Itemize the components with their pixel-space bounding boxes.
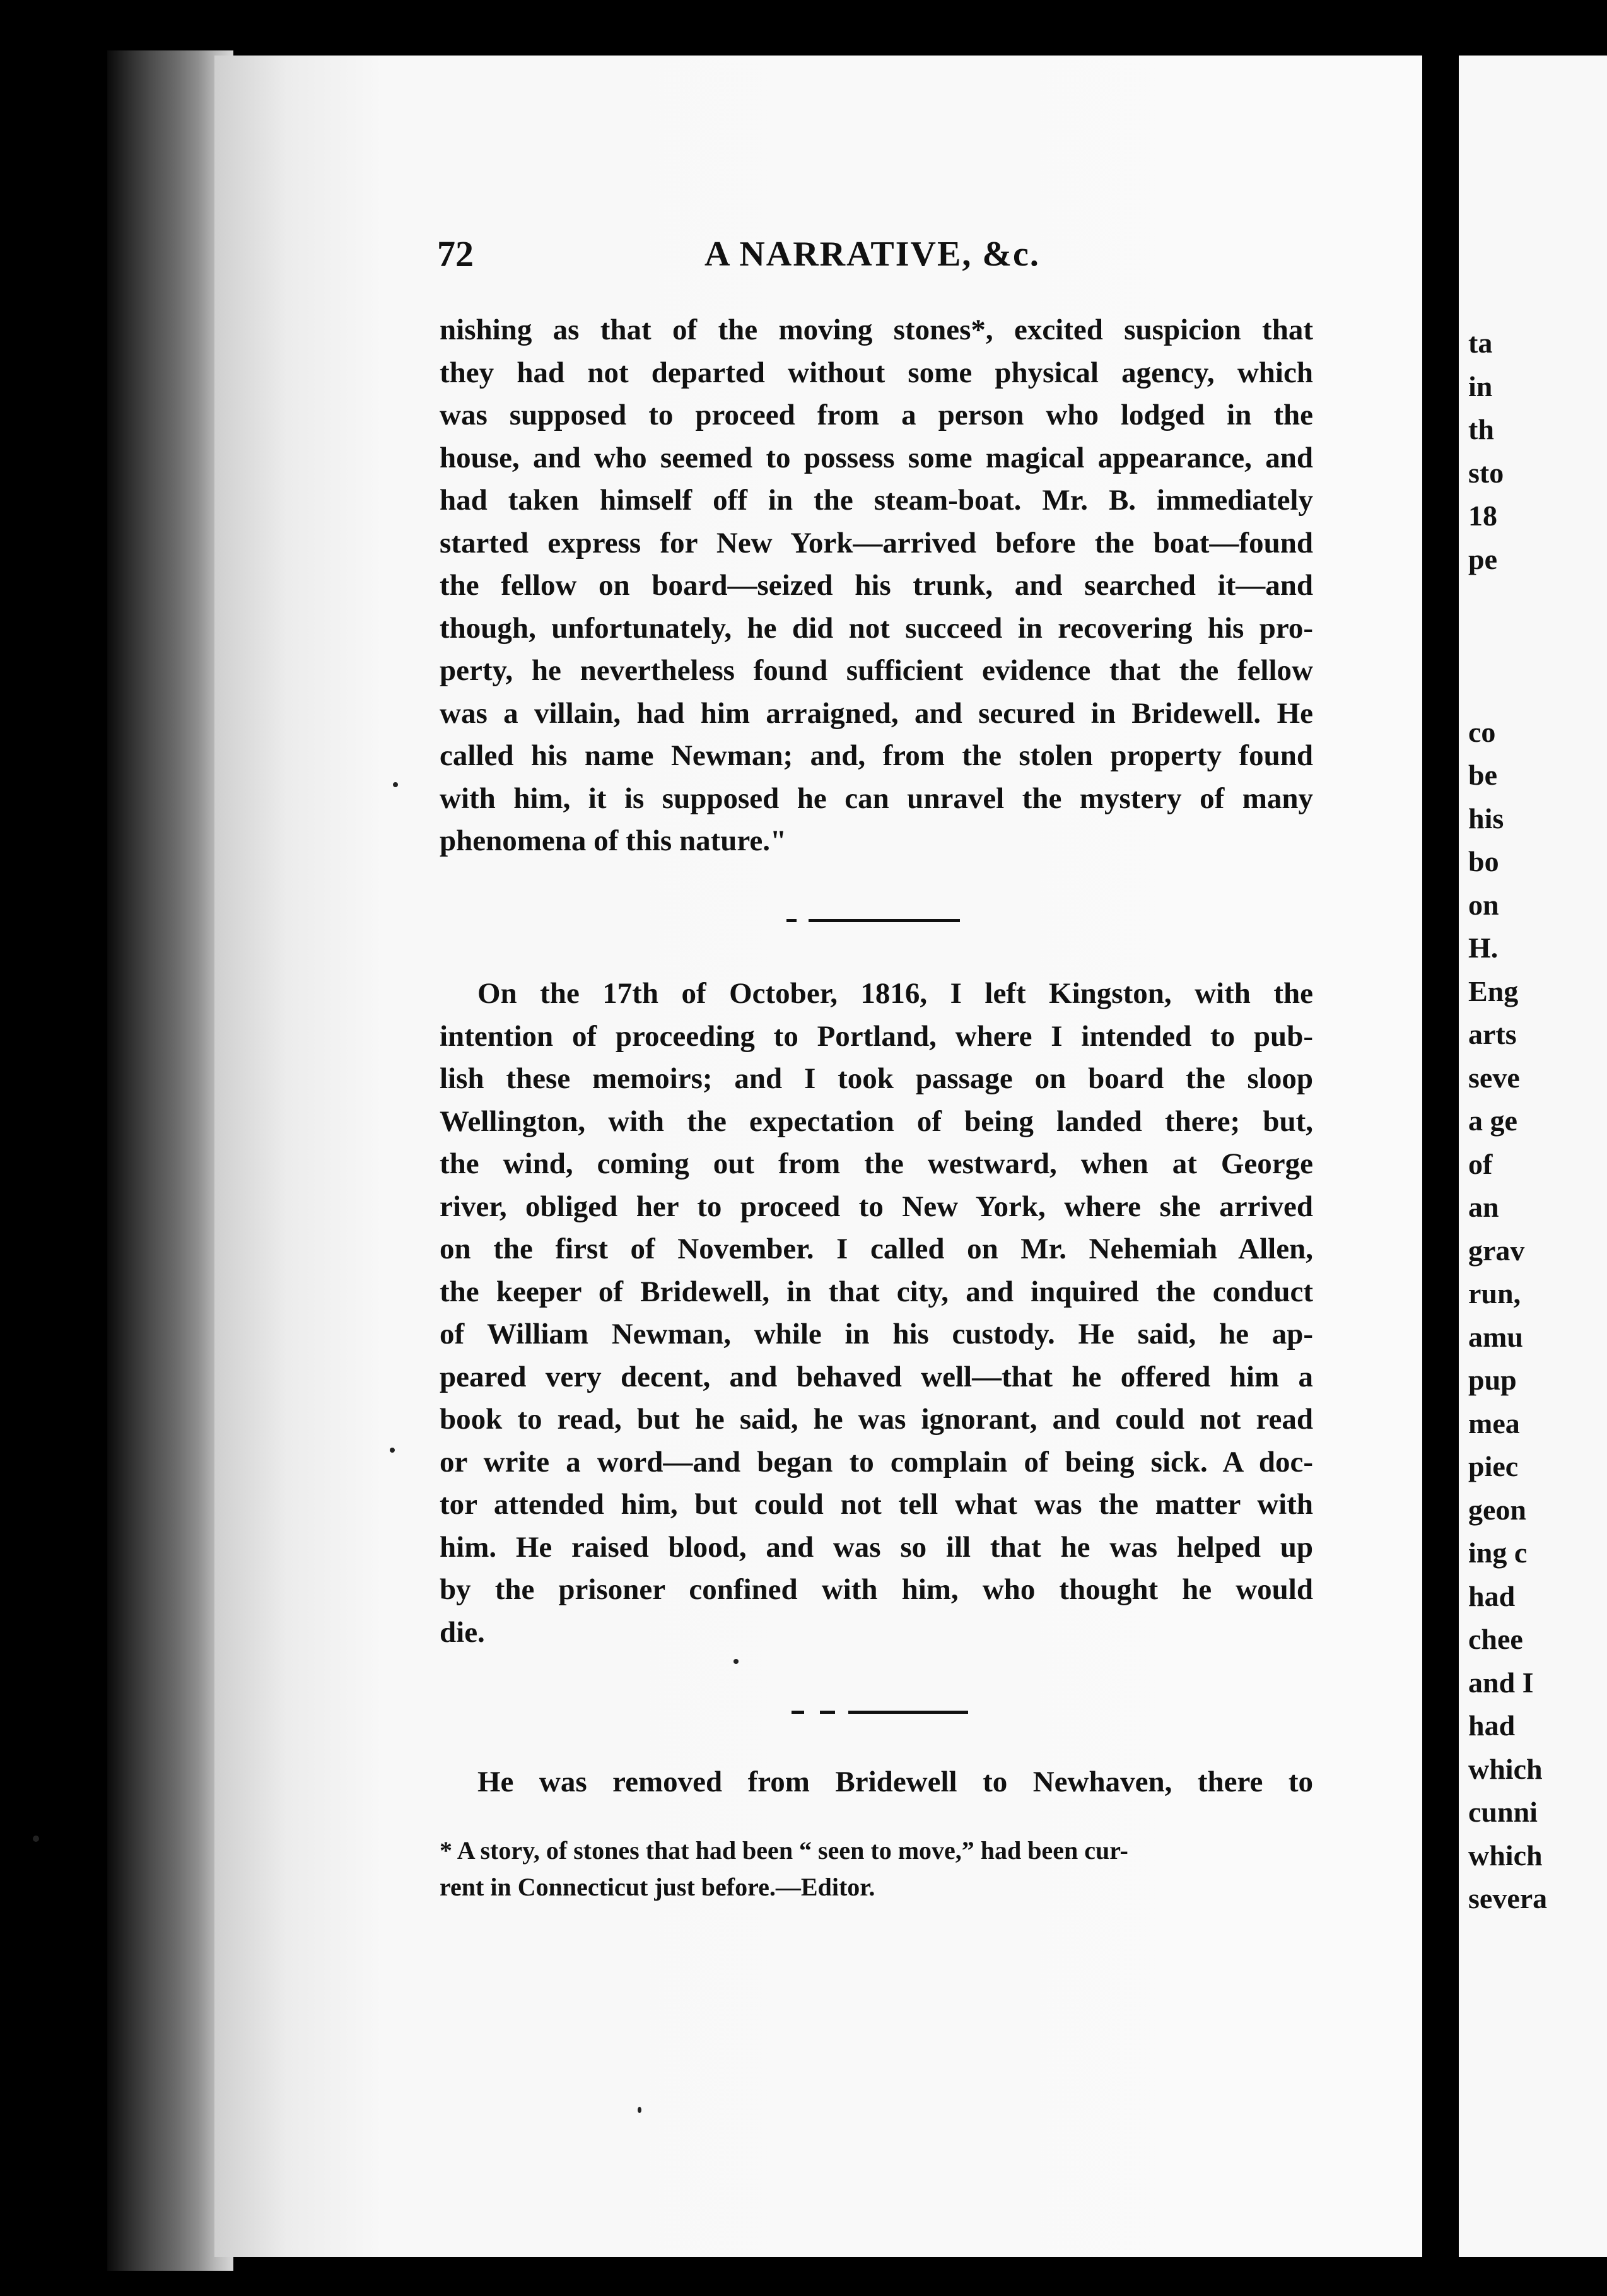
right-page-fragment: ing c <box>1468 1537 1528 1569</box>
footnote-line: * A story, of stones that had been “ seen to move,” had been cur- <box>440 1836 1128 1865</box>
right-page-fragment <box>1468 581 1607 624</box>
text-line: with him, it is supposed he can unravel the mystery of many <box>440 782 1313 815</box>
right-page-text <box>1468 322 1607 1921</box>
section-separator <box>809 919 960 922</box>
text-line: nishing as that of the moving stones*, excited suspicion that <box>440 313 1313 346</box>
right-page-fragment: 18 <box>1468 500 1497 532</box>
right-page-fragment: his <box>1468 802 1504 835</box>
right-page-fragment: sto <box>1468 456 1504 489</box>
paragraph-2 <box>440 973 1313 1654</box>
right-page-fragment: th <box>1468 413 1494 445</box>
text-line: intention of proceeding to Portland, where I intended to pub- <box>440 1019 1313 1053</box>
text-line: had taken himself off in the steam-boat. Mr. B. immediately <box>440 484 1313 517</box>
footnote-line: rent in Connecticut just before.—Editor. <box>440 1873 875 1901</box>
text-line: tor attended him, but could not tell what was the matter with <box>440 1488 1313 1521</box>
right-page-fragment: Eng <box>1468 975 1519 1007</box>
right-page-fragment: mea <box>1468 1407 1520 1439</box>
text-line: of William Newman, while in his custody. He said, he ap- <box>440 1318 1313 1350</box>
ink-speck <box>393 782 398 787</box>
text-line: He was removed from Bridewell to Newhaven, there to <box>477 1766 1313 1798</box>
right-page-fragment: which <box>1468 1752 1543 1785</box>
text-line: started express for New York—arrived before the boat—found <box>440 526 1313 559</box>
right-page-fragment: amu <box>1468 1320 1523 1353</box>
right-page-fragment: arts <box>1468 1018 1517 1050</box>
text-line: by the prisoner confined with him, who thought he would <box>440 1573 1313 1606</box>
section-separator <box>848 1711 968 1714</box>
text-line: lish these memoirs; and I took passage on board the sloop <box>440 1062 1313 1095</box>
right-page-fragment: run, <box>1468 1277 1521 1309</box>
right-page-fragment: seve <box>1468 1061 1520 1094</box>
right-page-fragment: in <box>1468 370 1493 402</box>
right-page-fragment: grav <box>1468 1234 1525 1267</box>
right-page-fragment: which <box>1468 1839 1543 1871</box>
right-page-fragment: a ge <box>1468 1104 1517 1137</box>
right-page-fragment: co <box>1468 715 1496 748</box>
footnote <box>440 1832 1313 1906</box>
section-separator <box>786 919 797 922</box>
text-line: Wellington, with the expectation of being landed there; but, <box>440 1104 1313 1138</box>
right-page-fragment: on <box>1468 888 1499 921</box>
text-line: On the 17th of October, 1816, I left Kingston, with the <box>477 977 1313 1010</box>
right-page-fragment: pup <box>1468 1364 1517 1396</box>
right-page-fragment: of <box>1468 1147 1493 1180</box>
ink-speck <box>733 1659 739 1664</box>
right-page-fragment: ta <box>1468 327 1493 359</box>
right-page-fragment: chee <box>1468 1623 1523 1655</box>
right-page-fragment: cunni <box>1468 1796 1538 1828</box>
right-page-fragment: piec <box>1468 1450 1519 1482</box>
text-line: him. He raised blood, and was so ill that he was helped up <box>440 1530 1313 1564</box>
right-page-fragment: bo <box>1468 845 1499 877</box>
text-line: the fellow on board—seized his trunk, and searched it—and <box>440 569 1313 602</box>
text-line: on the first of November. I called on Mr. Nehemiah Allen, <box>440 1233 1313 1265</box>
text-line: the keeper of Bridewell, in that city, and inquired the conduct <box>440 1275 1313 1308</box>
text-line: they had not departed without some physical agency, which <box>440 356 1313 389</box>
right-page-fragment: severa <box>1468 1882 1548 1914</box>
right-page-fragment: an <box>1468 1191 1499 1223</box>
section-separator <box>820 1711 835 1714</box>
section-separator <box>792 1711 804 1714</box>
page-gutter <box>1422 0 1459 2296</box>
text-line: was a villain, had him arraigned, and secured in Bridewell. He <box>440 696 1313 730</box>
right-page-fragment <box>1468 667 1607 711</box>
running-title: A NARRATIVE, &c. <box>704 235 1040 274</box>
text-line: house, and who seemed to possess some magical appearance, and <box>440 441 1313 474</box>
right-page-fragment: be <box>1468 759 1497 791</box>
right-page-fragment: had <box>1468 1709 1516 1742</box>
text-line: river, obliged her to proceed to New York, where she arrived <box>440 1190 1313 1223</box>
text-line: called his name Newman; and, from the stolen property found <box>440 739 1313 772</box>
right-page-fragment: pe <box>1468 542 1497 575</box>
ink-speck <box>638 2107 641 2113</box>
text-line: perty, he nevertheless found sufficient evidence that the fellow <box>440 654 1313 687</box>
page-number: 72 <box>437 233 474 274</box>
text-line: die. <box>440 1615 485 1649</box>
right-page-fragment: H. <box>1468 932 1499 964</box>
ink-speck <box>33 1836 39 1842</box>
right-page-fragment: had <box>1468 1579 1516 1612</box>
text-line: peared very decent, and behaved well—that he offered him a <box>440 1360 1313 1393</box>
text-line: book to read, but he said, he was ignorant, and could not read <box>440 1403 1313 1436</box>
paragraph-1 <box>440 309 1313 863</box>
ink-speck <box>390 1448 395 1453</box>
text-line: phenomena of this nature." <box>440 824 787 857</box>
text-line: the wind, coming out from the westward, when at George <box>440 1147 1313 1180</box>
text-line: was supposed to proceed from a person who lodged in the <box>440 399 1313 431</box>
paragraph-3 <box>440 1761 1313 1804</box>
right-page-fragment: geon <box>1468 1493 1526 1526</box>
right-page-fragment: and I <box>1468 1666 1534 1699</box>
text-line: though, unfortunately, he did not succeed in recovering his pro- <box>440 611 1313 645</box>
right-page-fragment <box>1468 624 1607 668</box>
text-line: or write a word—and began to complain of being sick. A doc- <box>440 1445 1313 1479</box>
